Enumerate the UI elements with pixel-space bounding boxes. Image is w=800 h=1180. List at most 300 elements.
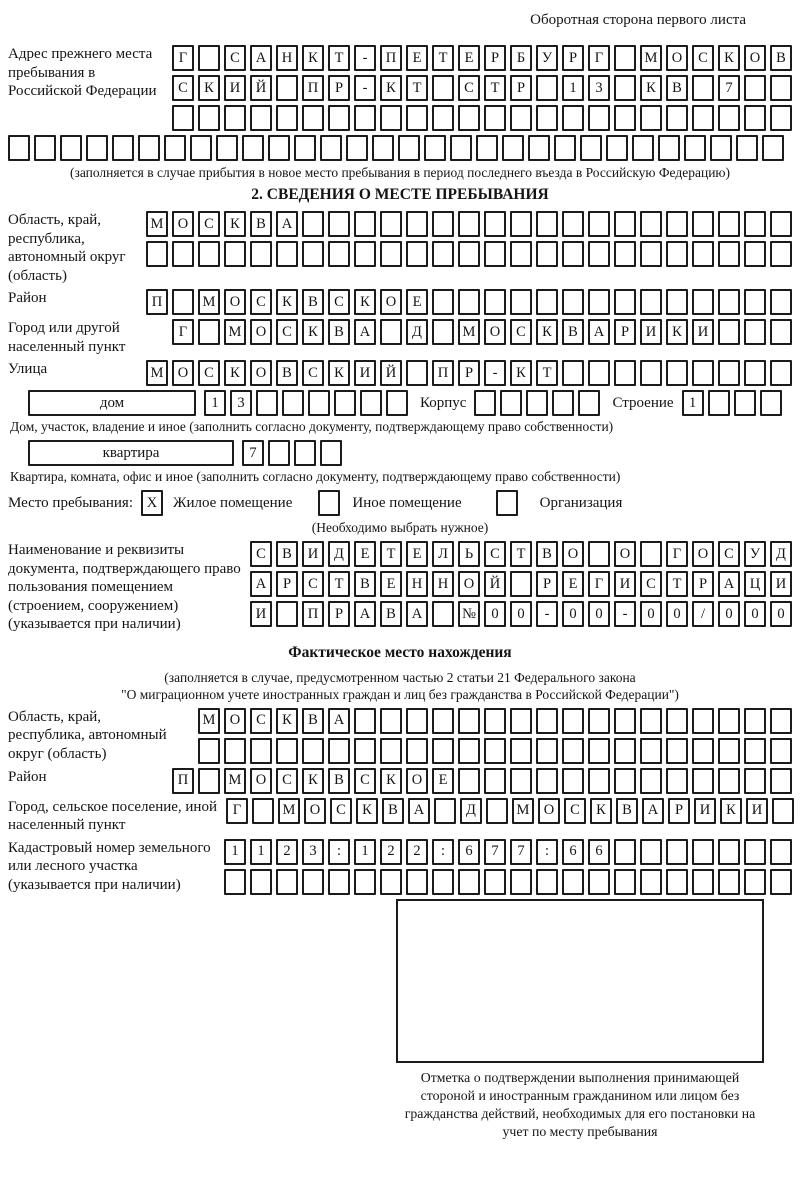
char-box: В bbox=[302, 289, 324, 315]
char-box bbox=[380, 869, 402, 895]
char-box bbox=[276, 601, 298, 627]
char-box: К bbox=[198, 75, 220, 101]
char-box-row bbox=[250, 571, 792, 597]
char-box bbox=[640, 768, 662, 794]
char-box: 0 bbox=[718, 601, 740, 627]
char-box bbox=[588, 105, 610, 131]
char-box: П bbox=[302, 601, 324, 627]
char-box bbox=[458, 738, 480, 764]
previous-address-block bbox=[8, 45, 792, 131]
char-box bbox=[718, 708, 740, 734]
char-box: О bbox=[172, 211, 194, 237]
char-box-row bbox=[198, 708, 792, 734]
char-box bbox=[614, 211, 636, 237]
char-box-row bbox=[172, 768, 792, 794]
char-box: Е bbox=[562, 571, 584, 597]
char-box bbox=[302, 105, 324, 131]
char-box bbox=[164, 135, 186, 161]
char-box: Р bbox=[458, 360, 480, 386]
char-box bbox=[406, 105, 428, 131]
char-box bbox=[526, 390, 548, 416]
char-box bbox=[588, 738, 610, 764]
previous-address-rows bbox=[172, 45, 792, 131]
char-box bbox=[434, 798, 456, 824]
char-box bbox=[614, 869, 636, 895]
char-box bbox=[658, 135, 680, 161]
char-box bbox=[692, 75, 714, 101]
char-box bbox=[510, 768, 532, 794]
char-box bbox=[640, 241, 662, 267]
char-box: В bbox=[302, 708, 324, 734]
char-box-row bbox=[224, 839, 792, 865]
char-box bbox=[484, 869, 506, 895]
char-box: Т bbox=[406, 75, 428, 101]
char-box-row bbox=[250, 541, 792, 567]
char-box: Т bbox=[380, 541, 402, 567]
char-box: С bbox=[718, 541, 740, 567]
char-box: П bbox=[432, 360, 454, 386]
char-box: С bbox=[250, 541, 272, 567]
char-box: С bbox=[250, 708, 272, 734]
stay-type-checkbox-organization[interactable] bbox=[496, 490, 518, 516]
char-box: Г bbox=[588, 45, 610, 71]
stroenie-boxes bbox=[682, 390, 782, 416]
char-box: А bbox=[642, 798, 664, 824]
char-box bbox=[276, 105, 298, 131]
char-box bbox=[770, 839, 792, 865]
char-box bbox=[380, 738, 402, 764]
char-box bbox=[614, 738, 636, 764]
char-box: 7 bbox=[484, 839, 506, 865]
char-box: С bbox=[172, 75, 194, 101]
char-box: Е bbox=[406, 289, 428, 315]
char-box: И bbox=[614, 571, 636, 597]
region-block bbox=[8, 211, 792, 285]
char-box: 3 bbox=[302, 839, 324, 865]
char-box bbox=[432, 601, 454, 627]
char-box bbox=[692, 839, 714, 865]
char-box bbox=[484, 105, 506, 131]
char-box bbox=[770, 75, 792, 101]
char-box: В bbox=[380, 601, 402, 627]
char-box bbox=[744, 241, 766, 267]
char-box bbox=[500, 390, 522, 416]
char-box bbox=[276, 75, 298, 101]
char-box: Ь bbox=[458, 541, 480, 567]
char-box bbox=[450, 135, 472, 161]
char-box bbox=[744, 211, 766, 237]
char-box bbox=[224, 869, 246, 895]
cadastral-label: Кадастровый номер земельного или лесного участка (указывается при наличии) bbox=[8, 839, 211, 893]
char-box: А bbox=[354, 319, 376, 345]
char-box bbox=[432, 75, 454, 101]
char-box bbox=[736, 135, 758, 161]
previous-address-note: (заполняется в случае прибытия в новое место пребывания в период последнего въезда в Российскую Федерацию) bbox=[69, 165, 731, 180]
char-box: 1 bbox=[682, 390, 704, 416]
char-box bbox=[770, 105, 792, 131]
korpus-label: Корпус bbox=[420, 394, 467, 411]
char-box: 1 bbox=[204, 390, 226, 416]
char-box: - bbox=[354, 45, 376, 71]
char-box: 6 bbox=[458, 839, 480, 865]
char-box bbox=[60, 135, 82, 161]
char-box: 2 bbox=[276, 839, 298, 865]
char-box: М bbox=[198, 708, 220, 734]
char-box bbox=[744, 869, 766, 895]
stay-type-checkbox-residential[interactable]: X bbox=[141, 490, 163, 516]
char-box bbox=[578, 390, 600, 416]
char-box: 6 bbox=[588, 839, 610, 865]
char-box bbox=[302, 738, 324, 764]
char-box: 2 bbox=[380, 839, 402, 865]
house-row bbox=[28, 390, 792, 416]
char-box bbox=[476, 135, 498, 161]
char-box: В bbox=[536, 541, 558, 567]
city-label: Город или другой населенный пункт bbox=[8, 320, 126, 355]
char-box bbox=[432, 708, 454, 734]
char-box: А bbox=[718, 571, 740, 597]
char-box: М bbox=[224, 768, 246, 794]
char-box: В bbox=[354, 571, 376, 597]
char-box bbox=[294, 440, 316, 466]
char-box: А bbox=[354, 601, 376, 627]
char-box bbox=[684, 135, 706, 161]
actual-location-note-1: (заполняется в случае, предусмотренном частью 2 статьи 21 Федерального закона bbox=[164, 669, 636, 685]
char-box: В bbox=[276, 541, 298, 567]
char-box: 3 bbox=[230, 390, 252, 416]
char-box: / bbox=[692, 601, 714, 627]
char-box bbox=[640, 211, 662, 237]
char-box: П bbox=[146, 289, 168, 315]
char-box bbox=[640, 708, 662, 734]
char-box: 0 bbox=[588, 601, 610, 627]
apartment-note: Квартира, комната, офис и иное (заполнить согласно документу, подтверждающему право собственности) bbox=[10, 469, 621, 484]
char-box bbox=[588, 541, 610, 567]
char-box: О bbox=[406, 768, 428, 794]
char-box bbox=[640, 839, 662, 865]
char-box bbox=[406, 241, 428, 267]
char-box bbox=[718, 839, 740, 865]
char-box: И bbox=[354, 360, 376, 386]
district-label: Район bbox=[8, 290, 47, 306]
char-box bbox=[770, 738, 792, 764]
char-box bbox=[302, 869, 324, 895]
char-box bbox=[224, 105, 246, 131]
char-box bbox=[562, 768, 584, 794]
char-box: С bbox=[276, 768, 298, 794]
char-box: И bbox=[692, 319, 714, 345]
char-box: 7 bbox=[718, 75, 740, 101]
char-box bbox=[536, 289, 558, 315]
char-box bbox=[744, 75, 766, 101]
char-box-row bbox=[226, 798, 794, 824]
char-box bbox=[354, 708, 376, 734]
char-box: Е bbox=[432, 768, 454, 794]
char-box: Т bbox=[536, 360, 558, 386]
char-box bbox=[562, 241, 584, 267]
char-box: С bbox=[330, 798, 352, 824]
char-box bbox=[562, 289, 584, 315]
char-box: К bbox=[590, 798, 612, 824]
char-box bbox=[380, 319, 402, 345]
char-box bbox=[744, 738, 766, 764]
stay-type-label: Место пребывания: bbox=[8, 494, 133, 511]
char-box bbox=[692, 211, 714, 237]
char-box: У bbox=[744, 541, 766, 567]
char-box: Д bbox=[460, 798, 482, 824]
char-box bbox=[562, 869, 584, 895]
char-box bbox=[190, 135, 212, 161]
char-box: Д bbox=[770, 541, 792, 567]
char-box bbox=[138, 135, 160, 161]
street-label: Улица bbox=[8, 361, 48, 377]
char-box bbox=[710, 135, 732, 161]
char-box: С bbox=[692, 45, 714, 71]
char-box: К bbox=[302, 319, 324, 345]
char-box: В bbox=[250, 211, 272, 237]
char-box: А bbox=[276, 211, 298, 237]
char-box: Е bbox=[406, 45, 428, 71]
previous-address-label: Адрес прежнего места пребывания в Российской Федерации bbox=[8, 46, 157, 99]
char-box bbox=[692, 289, 714, 315]
char-box-row bbox=[198, 738, 792, 764]
char-box bbox=[718, 211, 740, 237]
char-box: Е bbox=[380, 571, 402, 597]
char-box: К bbox=[302, 45, 324, 71]
char-box: С bbox=[302, 571, 324, 597]
char-box: С bbox=[510, 319, 532, 345]
char-box bbox=[406, 869, 428, 895]
char-box bbox=[276, 869, 298, 895]
stamp-area bbox=[8, 899, 792, 1141]
char-box bbox=[562, 738, 584, 764]
char-box bbox=[580, 135, 602, 161]
char-box bbox=[198, 45, 220, 71]
stay-type-row bbox=[8, 490, 792, 516]
char-box bbox=[308, 390, 330, 416]
char-box bbox=[486, 798, 508, 824]
char-box: Г bbox=[172, 45, 194, 71]
char-box bbox=[484, 768, 506, 794]
char-box: Й bbox=[484, 571, 506, 597]
char-box bbox=[282, 390, 304, 416]
district-block bbox=[8, 289, 792, 315]
char-box: Е bbox=[406, 541, 428, 567]
char-box bbox=[536, 241, 558, 267]
house-number-boxes bbox=[204, 390, 408, 416]
stamp-column bbox=[392, 899, 768, 1141]
char-box bbox=[328, 241, 350, 267]
char-box bbox=[666, 211, 688, 237]
char-box: В bbox=[276, 360, 298, 386]
char-box: : bbox=[432, 839, 454, 865]
char-box: О bbox=[304, 798, 326, 824]
stay-type-checkbox-other-premises[interactable] bbox=[318, 490, 340, 516]
char-box bbox=[432, 241, 454, 267]
char-box: С bbox=[328, 289, 350, 315]
char-box-row bbox=[250, 601, 792, 627]
char-box: В bbox=[328, 768, 350, 794]
char-box bbox=[562, 360, 584, 386]
char-box: М bbox=[512, 798, 534, 824]
char-box: О bbox=[692, 541, 714, 567]
char-box bbox=[744, 839, 766, 865]
char-box bbox=[484, 211, 506, 237]
char-box bbox=[406, 738, 428, 764]
char-box: 0 bbox=[744, 601, 766, 627]
char-box: И bbox=[224, 75, 246, 101]
char-box bbox=[198, 768, 220, 794]
stroenie-label: Строение bbox=[612, 394, 674, 411]
char-box bbox=[334, 390, 356, 416]
apartment-field-caption-box: квартира bbox=[28, 440, 234, 466]
char-box bbox=[372, 135, 394, 161]
char-box bbox=[112, 135, 134, 161]
char-box: 2 bbox=[406, 839, 428, 865]
char-box: 0 bbox=[510, 601, 532, 627]
char-box bbox=[614, 105, 636, 131]
cadastral-block bbox=[8, 839, 792, 895]
char-box: К bbox=[302, 768, 324, 794]
char-box: Р bbox=[614, 319, 636, 345]
char-box bbox=[772, 798, 794, 824]
char-box bbox=[458, 708, 480, 734]
char-box bbox=[380, 241, 402, 267]
char-box bbox=[458, 289, 480, 315]
char-box: О bbox=[250, 768, 272, 794]
char-box: Р bbox=[510, 75, 532, 101]
char-box: А bbox=[250, 571, 272, 597]
char-box: Г bbox=[588, 571, 610, 597]
char-box: Г bbox=[172, 319, 194, 345]
char-box bbox=[666, 708, 688, 734]
char-box bbox=[268, 135, 290, 161]
char-box bbox=[718, 738, 740, 764]
char-box: О bbox=[538, 798, 560, 824]
char-box: А bbox=[250, 45, 272, 71]
actual-district-block bbox=[8, 768, 792, 794]
char-box bbox=[458, 768, 480, 794]
char-box bbox=[640, 105, 662, 131]
char-box bbox=[666, 105, 688, 131]
char-box: Т bbox=[666, 571, 688, 597]
char-box: С bbox=[198, 211, 220, 237]
char-box: Б bbox=[510, 45, 532, 71]
char-box-row bbox=[146, 289, 792, 315]
char-box bbox=[734, 390, 756, 416]
char-box bbox=[458, 211, 480, 237]
char-box bbox=[640, 541, 662, 567]
char-box: П bbox=[302, 75, 324, 101]
char-box: С bbox=[250, 289, 272, 315]
char-box: Р bbox=[562, 45, 584, 71]
char-box bbox=[614, 45, 636, 71]
char-box: Н bbox=[432, 571, 454, 597]
char-box bbox=[770, 869, 792, 895]
char-box: О bbox=[744, 45, 766, 71]
char-box: К bbox=[356, 798, 378, 824]
char-box bbox=[302, 211, 324, 237]
char-box bbox=[762, 135, 784, 161]
char-box bbox=[692, 738, 714, 764]
char-box bbox=[640, 869, 662, 895]
char-box bbox=[744, 289, 766, 315]
stay-type-option-organization-label: Организация bbox=[539, 494, 623, 511]
char-box: Т bbox=[484, 75, 506, 101]
char-box bbox=[588, 869, 610, 895]
char-box bbox=[198, 738, 220, 764]
street-block bbox=[8, 360, 792, 386]
char-box bbox=[484, 708, 506, 734]
char-box bbox=[198, 241, 220, 267]
char-box: О bbox=[224, 289, 246, 315]
char-box bbox=[554, 135, 576, 161]
char-box bbox=[562, 708, 584, 734]
char-box bbox=[614, 75, 636, 101]
char-box-row bbox=[172, 319, 792, 345]
char-box: Р bbox=[668, 798, 690, 824]
char-box: А bbox=[328, 708, 350, 734]
char-box: С bbox=[276, 319, 298, 345]
char-box bbox=[224, 738, 246, 764]
char-box bbox=[268, 440, 290, 466]
char-box bbox=[224, 241, 246, 267]
char-box: В bbox=[562, 319, 584, 345]
char-box-row bbox=[146, 211, 792, 237]
char-box: К bbox=[640, 75, 662, 101]
char-box: Д bbox=[406, 319, 428, 345]
stay-type-option-residential-label: Жилое помещение bbox=[173, 494, 293, 511]
char-box bbox=[256, 390, 278, 416]
actual-district-label: Район bbox=[8, 768, 47, 785]
char-box: Р bbox=[484, 45, 506, 71]
char-box bbox=[354, 211, 376, 237]
char-box: С bbox=[302, 360, 324, 386]
char-box: 0 bbox=[770, 601, 792, 627]
char-box bbox=[198, 105, 220, 131]
char-box bbox=[346, 135, 368, 161]
char-box bbox=[718, 319, 740, 345]
apartment-number-boxes bbox=[242, 440, 342, 466]
char-box: 6 bbox=[562, 839, 584, 865]
char-box: 1 bbox=[250, 839, 272, 865]
char-box bbox=[406, 360, 428, 386]
char-box bbox=[432, 738, 454, 764]
char-box bbox=[744, 319, 766, 345]
char-box bbox=[708, 390, 730, 416]
char-box bbox=[432, 211, 454, 237]
char-box bbox=[216, 135, 238, 161]
char-box: К bbox=[224, 211, 246, 237]
stamp-note: Отметка о подтверждении выполнения принимающей стороной и иностранным гражданином или лицом без гражданства действий, необходимых для его постановки на учет по месту пребывания bbox=[404, 1069, 756, 1139]
char-box bbox=[760, 390, 782, 416]
char-box: Й bbox=[380, 360, 402, 386]
char-box bbox=[34, 135, 56, 161]
char-box: 0 bbox=[640, 601, 662, 627]
char-box bbox=[718, 241, 740, 267]
char-box: К bbox=[328, 360, 350, 386]
house-note: Дом, участок, владение и иное (заполнить согласно документу, подтверждающему право собственности) bbox=[10, 419, 614, 434]
char-box: Н bbox=[406, 571, 428, 597]
char-box bbox=[692, 869, 714, 895]
char-box: С bbox=[484, 541, 506, 567]
char-box bbox=[250, 869, 272, 895]
char-box bbox=[770, 319, 792, 345]
char-box: Г bbox=[666, 541, 688, 567]
actual-region-label: Область, край, республика, автономный округ (область) bbox=[8, 708, 167, 762]
char-box: К bbox=[718, 45, 740, 71]
char-box bbox=[320, 440, 342, 466]
